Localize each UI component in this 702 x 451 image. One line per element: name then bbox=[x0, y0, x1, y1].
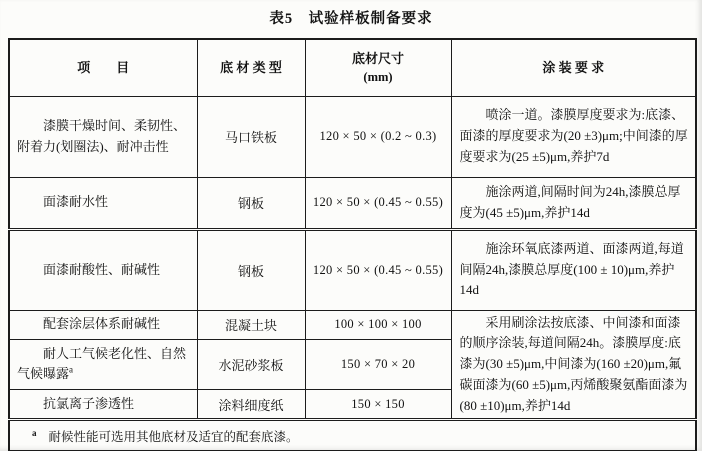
substrate-cell: 涂料细度纸 bbox=[197, 389, 305, 420]
item-cell bbox=[9, 340, 197, 390]
spec-table bbox=[8, 38, 697, 451]
coating-text: 施涂环氧底漆两道、面漆两道,每道间隔24h,漆膜总厚度(100 ± 10)μm,养护14d bbox=[459, 240, 684, 298]
header-substrate-size-label: 底材尺寸 bbox=[351, 50, 404, 66]
footnote-ref: a bbox=[69, 365, 74, 376]
header-substrate-size bbox=[305, 39, 451, 96]
item-cell bbox=[9, 229, 197, 310]
coating-text: 施涂两道,间隔时间为24h,漆膜总厚度为(45 ±5)μm,养护14d bbox=[459, 183, 681, 220]
substrate-cell: 马口铁板 bbox=[197, 96, 305, 177]
footnote-cell bbox=[9, 420, 696, 451]
header-substrate-type: 底 材 类 型 bbox=[197, 39, 305, 96]
item-text: 漆膜干燥时间、柔韧性、附着力(划圈法)、耐冲击性 bbox=[17, 117, 187, 154]
header-substrate-size-unit: (mm) bbox=[363, 70, 393, 85]
coating-text: 喷涂一道。漆膜厚度要求为:底漆、面漆的厚度要求为(20 ±3)μm;中间漆的厚度要求为(25 ±5)μm,养护7d bbox=[459, 107, 688, 164]
substrate-cell: 混凝土块 bbox=[197, 310, 305, 340]
header-coating-req: 涂 装 要 求 bbox=[451, 39, 696, 96]
size-cell: 120 × 50 × (0.45 ~ 0.55) bbox=[305, 229, 451, 310]
item-text: 配套涂层体系耐碱性 bbox=[43, 316, 161, 332]
footnote-marker: a bbox=[32, 427, 37, 438]
coating-text: 采用刷涂法按底漆、中间漆和面漆的顺序涂装,每道间隔24h。漆膜厚度:底漆为(30 ±5)μm,中间漆为(160 ±20)μm,氟碳面漆为(60 ±5)μm,丙烯酸聚氨酯面漆为(80 ±10)μm,养护14d bbox=[459, 314, 688, 413]
footnote-text: 耐候性能可选用其他底材及适宜的配套底漆。 bbox=[48, 429, 299, 444]
item-cell bbox=[9, 389, 197, 420]
substrate-cell: 水泥砂浆板 bbox=[197, 340, 305, 390]
substrate-cell: 钢板 bbox=[197, 177, 305, 229]
coating-cell bbox=[451, 177, 696, 229]
size-cell: 120 × 50 × (0.2 ~ 0.3) bbox=[305, 96, 451, 177]
table-row bbox=[9, 310, 696, 340]
item-cell bbox=[9, 310, 197, 340]
item-cell bbox=[9, 96, 197, 177]
table-title: 表5 试验样板制备要求 bbox=[269, 11, 433, 27]
header-item: 项 目 bbox=[9, 39, 197, 96]
coating-cell bbox=[451, 96, 696, 177]
item-text: 抗氯离子渗透性 bbox=[43, 395, 135, 411]
table-row bbox=[9, 177, 696, 229]
substrate-cell: 钢板 bbox=[197, 229, 305, 310]
item-text-main: 耐人工气候老化性、自然气候曝露 bbox=[17, 345, 187, 382]
item-cell bbox=[9, 177, 197, 229]
item-text: 面漆耐酸性、耐碱性 bbox=[43, 261, 161, 277]
size-cell: 120 × 50 × (0.45 ~ 0.55) bbox=[305, 177, 451, 229]
header-row bbox=[9, 39, 696, 96]
coating-cell-merged bbox=[451, 310, 696, 420]
coating-cell bbox=[451, 229, 696, 310]
footnote-row bbox=[9, 420, 696, 451]
item-text: 面漆耐水性 bbox=[43, 194, 109, 210]
table-row bbox=[9, 229, 696, 310]
size-cell: 150 × 150 bbox=[305, 389, 451, 420]
item-text bbox=[17, 344, 193, 386]
table-row bbox=[9, 96, 696, 177]
size-cell: 100 × 100 × 100 bbox=[305, 310, 451, 340]
size-cell: 150 × 70 × 20 bbox=[305, 340, 451, 390]
